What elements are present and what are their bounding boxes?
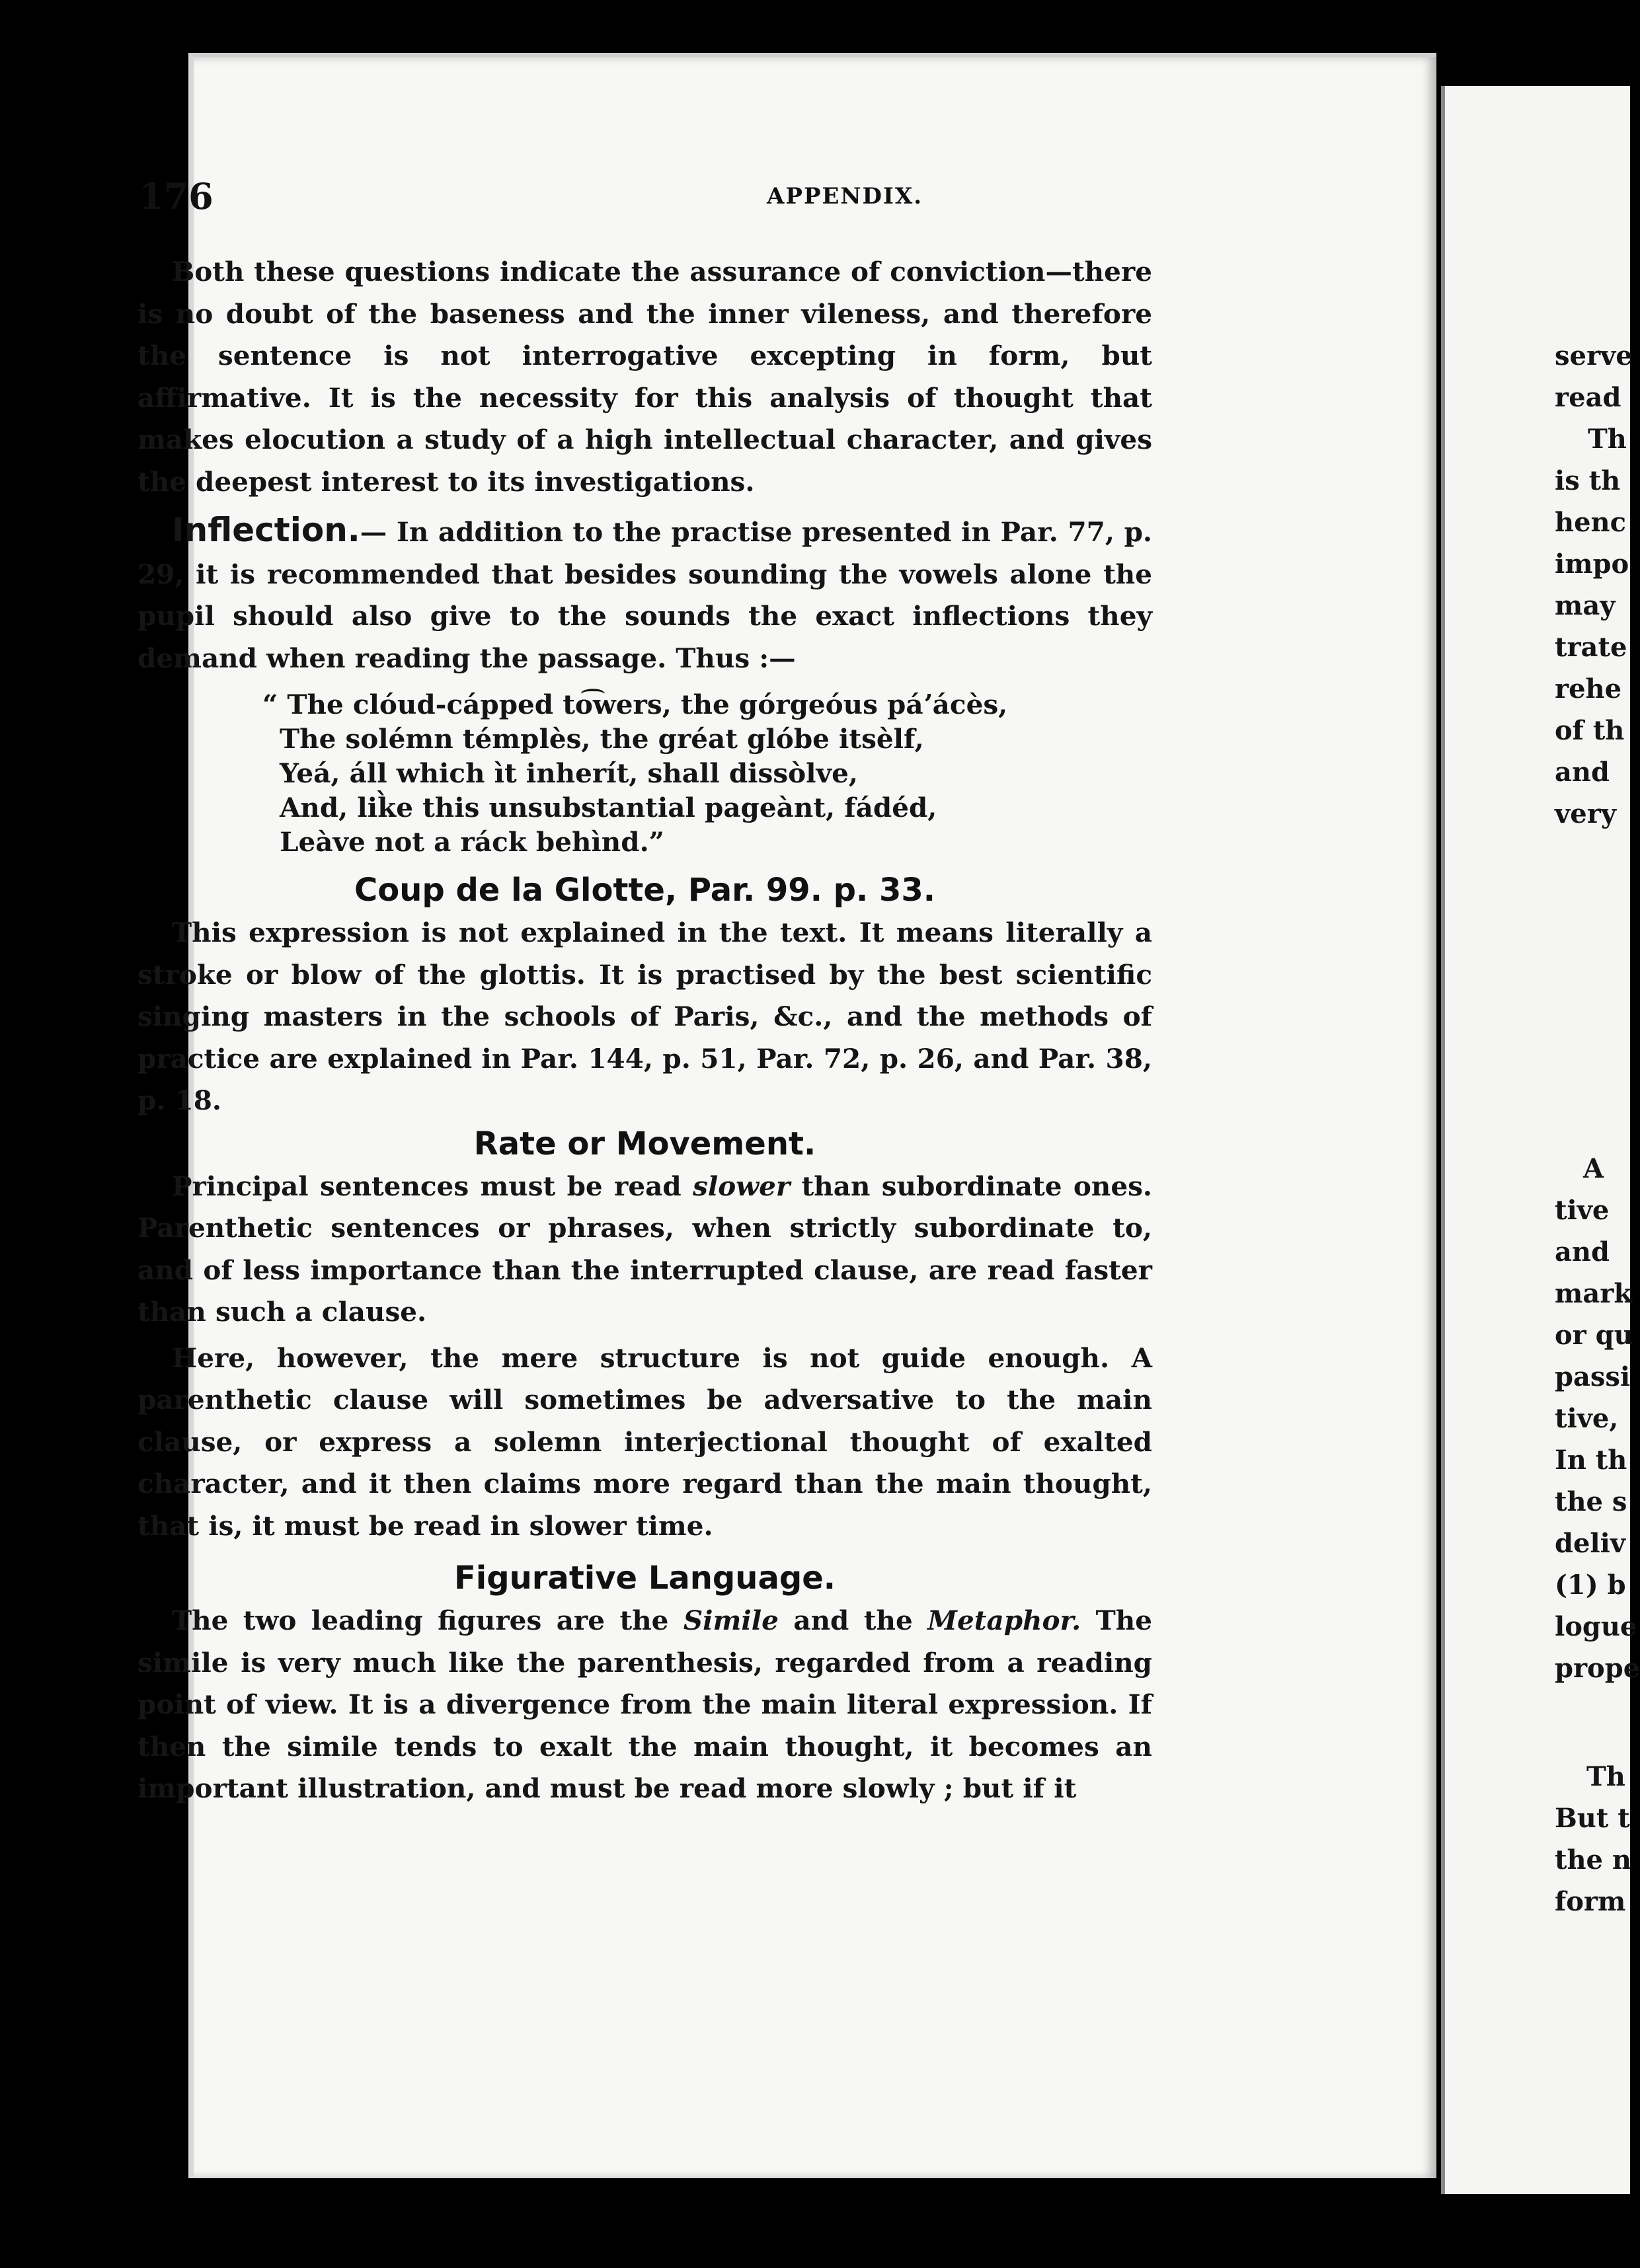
right-page-line: may xyxy=(1555,590,1616,621)
right-page-line: impo xyxy=(1555,548,1629,580)
page-header xyxy=(139,175,1230,215)
text-run: Principal sentences must be read xyxy=(172,1170,693,1202)
right-page-line: read xyxy=(1555,382,1621,413)
text-run: The two leading figures are the xyxy=(172,1605,683,1636)
page-body xyxy=(137,251,1152,1810)
inflection-heading: Inflection. xyxy=(172,511,360,549)
paragraph-structure: Here, however, the mere structure is not guide enough. A parenthetic clause will sometimes be adversative to the main clause, or express a solemn interjectional thought of exalted character, and it then claims more regard than the main thought, that is, it must be read in slower time. xyxy=(137,1342,1152,1542)
right-page-line: the s xyxy=(1555,1486,1627,1517)
verse-line: “ The clóud-cápped to͡wers, the górgeóus páʼácès, xyxy=(262,689,1008,720)
emphasis-slower: slower xyxy=(693,1170,791,1202)
verse-line: And, lik̀e this unsubstantial pageànt, fádéd, xyxy=(280,792,937,823)
right-page-line: But t xyxy=(1555,1803,1630,1834)
right-page-line: prope xyxy=(1555,1653,1640,1684)
right-page-line: trate xyxy=(1555,632,1627,663)
right-page-line: form xyxy=(1555,1886,1626,1917)
right-page-line: very xyxy=(1555,798,1617,829)
heading-rate-or-movement: Rate or Movement. xyxy=(473,1125,816,1162)
right-page-line: rehe xyxy=(1555,673,1622,704)
verse-line: Leàve not a ráck behìnd.” xyxy=(280,826,664,858)
text-run: than subordinate ones. Parenthetic sentences or phrases, when strictly subordinate to, and of less importance than the interrupted clause, are read faster than such a clause. xyxy=(137,1170,1152,1328)
paragraph-conviction: Both these questions indicate the assurance of conviction—there is no doubt of the baseness and the inner vileness, and therefore the sentence is not interrogative excepting in form, but affirmative. It is the necessity for this analysis of thought that makes elocution a study of a high intellectual character, and gives the deepest interest to its investigations. xyxy=(137,256,1152,498)
right-page-line: Th xyxy=(1588,424,1627,455)
right-page-line: tive, xyxy=(1555,1403,1619,1434)
right-page-line: henc xyxy=(1555,507,1626,538)
text-run: and the xyxy=(778,1605,928,1636)
heading-figurative-language: Figurative Language. xyxy=(453,1560,836,1597)
right-page-line: tive xyxy=(1555,1195,1610,1226)
running-head: APPENDIX. xyxy=(767,183,923,209)
right-page-line: Th xyxy=(1586,1761,1625,1792)
right-page-line: serve xyxy=(1555,340,1633,371)
right-page-line: and xyxy=(1555,1236,1610,1267)
right-page-line: and xyxy=(1555,757,1610,788)
page-number: 176 xyxy=(139,175,214,217)
paragraph-inflection xyxy=(137,510,1152,679)
right-page-line: logue xyxy=(1555,1611,1637,1642)
right-page-line: mark xyxy=(1555,1278,1633,1309)
paragraph-principal-sentences xyxy=(137,1166,1152,1334)
inflection-text: — In addition to the practise presented in Par. 77, p. 29, it is recommended that besides sounding the vowels alone the pupil should also give to the sounds the exact inflections they demand when reading the passage. Thus :— xyxy=(137,516,1152,674)
verse-line: The solémn témplès, the gréat glóbe itsèlf, xyxy=(280,723,924,755)
right-page-line: In th xyxy=(1555,1445,1627,1476)
right-page-line: passi xyxy=(1555,1361,1631,1392)
right-page-line: A xyxy=(1583,1153,1604,1184)
text-run: The simile is very much like the parenthesis, regarded from a reading point of view. It is a divergence from the main literal expression. If then the simile tends to exalt the main thought, it becomes an important illustration, and must be read more slowly ; but if it xyxy=(137,1605,1152,1804)
right-page-line: is th xyxy=(1555,465,1621,496)
right-page-line: of th xyxy=(1555,715,1625,746)
heading-coup-de-la-glotte: Coup de la Glotte, Par. 99. p. 33. xyxy=(354,872,935,909)
verse-quotation xyxy=(262,687,1152,859)
right-page-line: or qu xyxy=(1555,1320,1633,1351)
verse-line: Yeá, áll which ìt inherít, shall dissòlve, xyxy=(280,757,858,789)
emphasis-metaphor: Metaphor. xyxy=(927,1605,1081,1636)
right-page-line: deliv xyxy=(1555,1528,1626,1559)
paragraph-figures xyxy=(137,1600,1152,1810)
paragraph-glottis: This expression is not explained in the text. It means literally a stroke or blow of the glottis. It is practised by the best scientific singing masters in the schools of Paris, &c., and the methods of practice are explained in Par. 144, p. 51, Par. 72, p. 26, and Par. 38, p. 18. xyxy=(137,917,1152,1116)
emphasis-simile: Simile xyxy=(683,1605,779,1636)
right-page-line: (1) b xyxy=(1555,1569,1626,1601)
right-page-line: the n xyxy=(1555,1844,1632,1875)
